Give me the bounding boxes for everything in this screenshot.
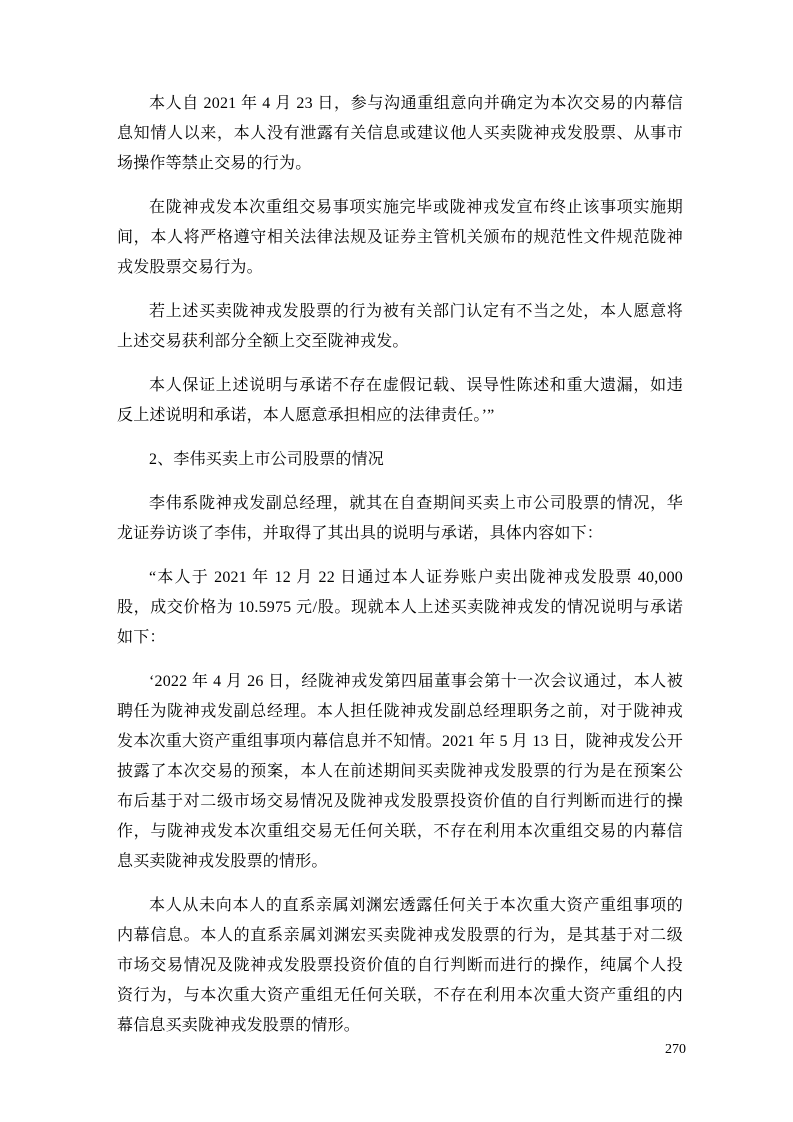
paragraph-6: “本人于 2021 年 12 月 22 日通过本人证券账户卖出陇神戎发股票 40,000 股，成交价格为 10.5975 元/股。现就本人上述买卖陇神戎发的情况说明与承诺如下： [117, 569, 683, 646]
paragraph-2: 在陇神戎发本次重组交易事项实施完毕或陇神戎发宣布终止该事项实施期间，本人将严格遵守相关法律法规及证券主管机关颁布的规范性文件规范陇神戎发股票交易行为。 [117, 199, 683, 276]
section-heading: 2、李伟买卖上市公司股票的情况 [149, 451, 385, 468]
paragraph-1: 本人自 2021 年 4 月 23 日，参与沟通重组意向并确定为本次交易的内幕信息知情人以来，本人没有泄露有关信息或建议他人买卖陇神戎发股票、从事市场操作等禁止交易的行为。 [117, 95, 683, 172]
paragraph-7: ‘2022 年 4 月 26 日，经陇神戎发第四届董事会第十一次会议通过，本人被聘任为陇神戎发副总经理。本人担任陇神戎发副总经理职务之前，对于陇神戎发本次重大资产重组事项内幕信息并不知情。2021 年 5 月 13 日，陇神戎发公开披露了本次交易的预案，本人在前述期间买卖陇神戎发股票的行为是在预案公布后基于对二级市场交易情况及陇神戎发股票投资价值的自行判断而进行的操作，与陇神戎发本次重组交易无任何关联，不存在利用本次重组交易的内幕信息买卖陇神戎发股票的情形。 [117, 673, 683, 870]
paragraph-8: 本人从未向本人的直系亲属刘渊宏透露任何关于本次重大资产重组事项的内幕信息。本人的直系亲属刘渊宏买卖陇神戎发股票的行为，是其基于对二级市场交易情况及陇神戎发股票投资价值的自行判断而进行的操作，纯属个人投资行为，与本次重大资产重组无任何关联，不存在利用本次重大资产重组的内幕信息买卖陇神戎发股票的情形。 [117, 897, 683, 1034]
document-content [117, 89, 683, 1055]
paragraph-3: 若上述买卖陇神戎发股票的行为被有关部门认定有不当之处，本人愿意将上述交易获利部分全额上交至陇神戎发。 [117, 303, 683, 350]
page-number: 270 [665, 1042, 686, 1057]
paragraph-5: 李伟系陇神戎发副总经理，就其在自查期间买卖上市公司股票的情况，华龙证券访谈了李伟，并取得了其出具的说明与承诺，具体内容如下： [117, 495, 683, 542]
paragraph-4: 本人保证上述说明与承诺不存在虚假记载、误导性陈述和重大遗漏，如违反上述说明和承诺，本人愿意承担相应的法律责任。’” [117, 377, 683, 424]
